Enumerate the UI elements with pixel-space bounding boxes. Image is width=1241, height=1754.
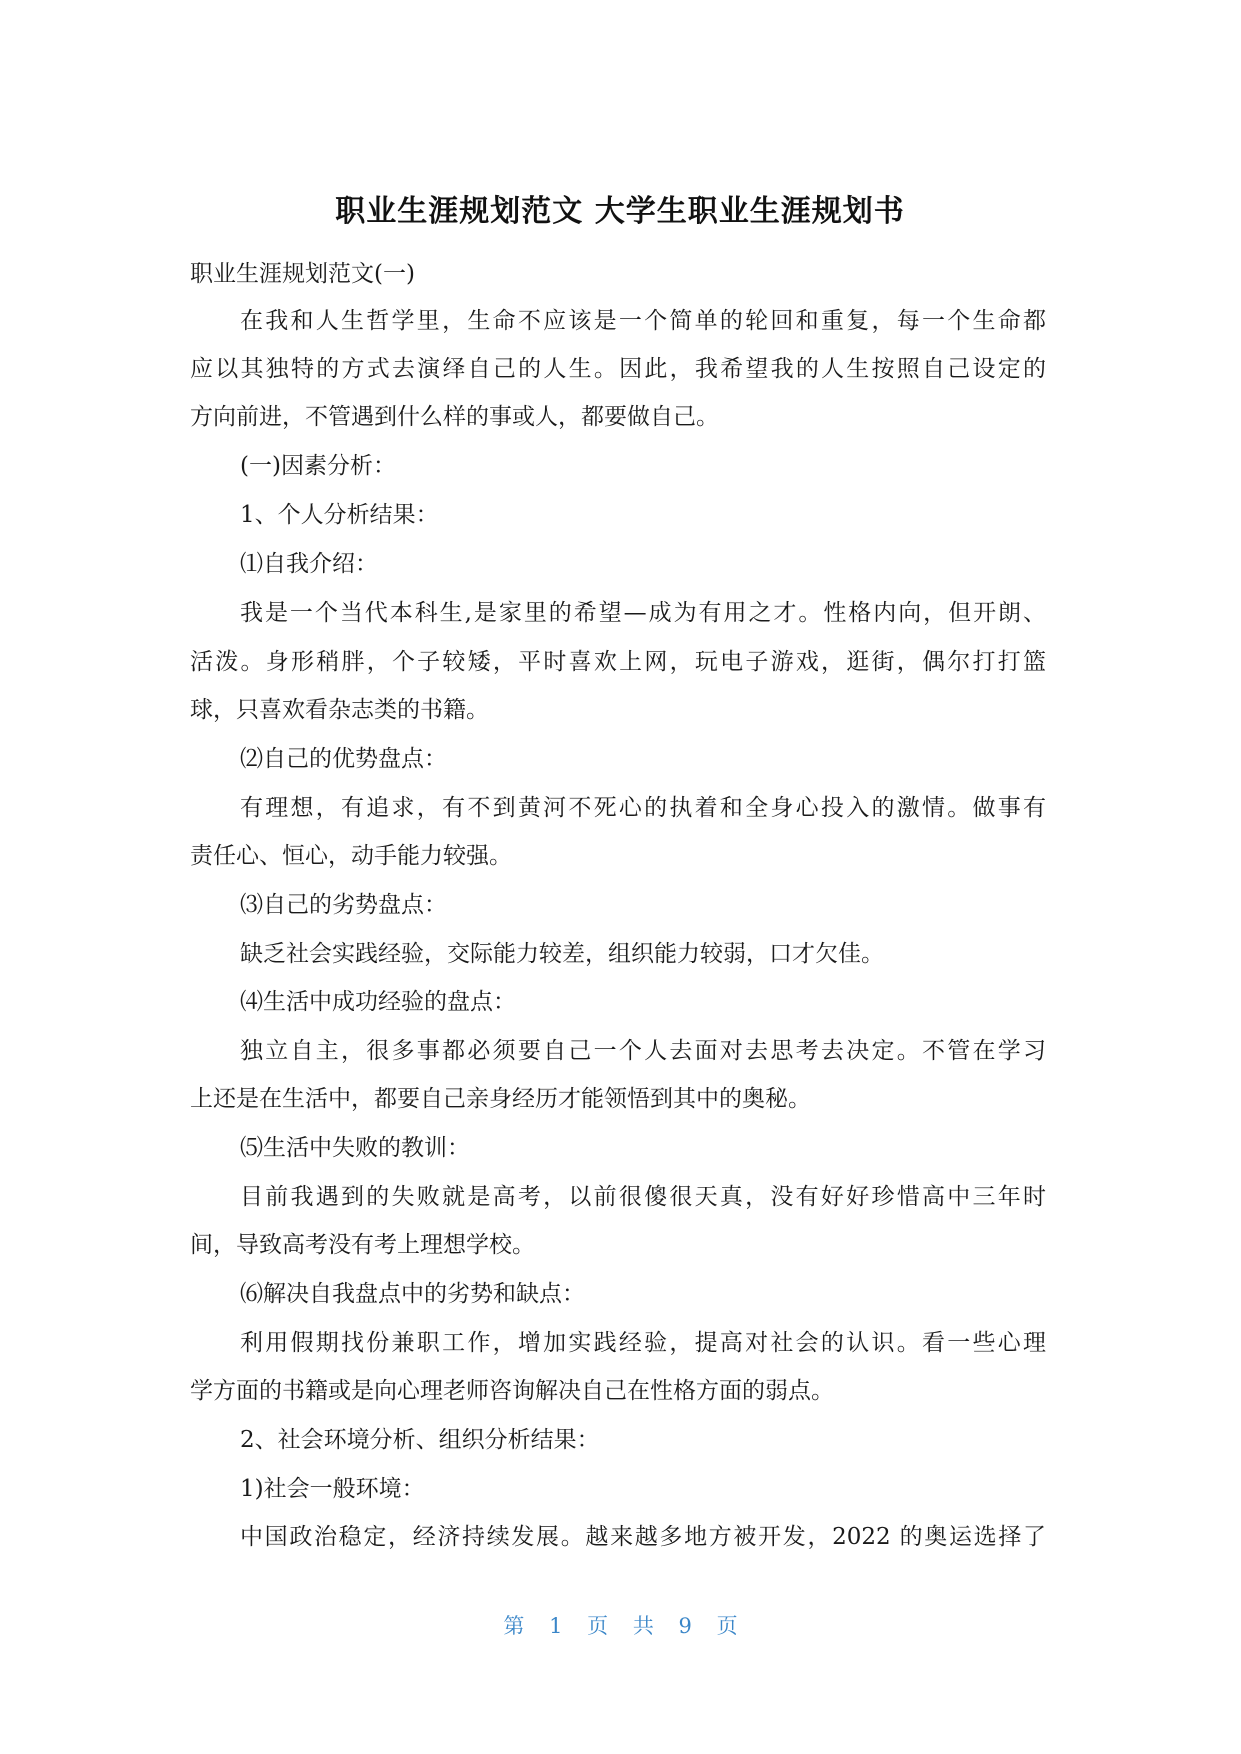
paragraph-line: 应以其独特的方式去演绎自己的人生。因此，我希望我的人生按照自己设定的 (190, 356, 1046, 382)
paragraph-line: 球，只喜欢看杂志类的书籍。 (190, 697, 489, 723)
paragraph-line: 责任心、恒心，动手能力较强。 (190, 843, 512, 869)
paragraph-line: 有理想，有追求，有不到黄河不死心的执着和全身心投入的激情。做事有 (240, 795, 1046, 821)
paragraph-line: 目前我遇到的失败就是高考，以前很傻很天真，没有好好珍惜高中三年时 (240, 1184, 1046, 1210)
paragraph-line: 中国政治稳定，经济持续发展。越来越多地方被开发，2022 的奥运选择了 (240, 1524, 1046, 1550)
paragraph-line: 我是一个当代本科生,是家里的希望—成为有用之才。性格内向，但开朗、 (240, 600, 1046, 626)
paragraph-line: 缺乏社会实践经验，交际能力较差，组织能力较弱，口才欠佳。 (240, 941, 884, 967)
paragraph-line: 学方面的书籍或是向心理老师咨询解决自己在性格方面的弱点。 (190, 1378, 834, 1404)
subheading: ⑹解决自我盘点中的劣势和缺点： (240, 1281, 585, 1307)
paragraph-line: 方向前进，不管遇到什么样的事或人，都要做自己。 (190, 404, 719, 430)
footer-word-ye2: 页 (716, 1614, 738, 1638)
paragraph-line: 上还是在生活中，都要自己亲身经历才能领悟到其中的奥秘。 (190, 1086, 811, 1112)
paragraph-line: 活泼。身形稍胖，个子较矮，平时喜欢上网，玩电子游戏，逛街，偶尔打打篮 (190, 649, 1046, 675)
subheading: 1、个人分析结果： (240, 502, 439, 528)
paragraph-line: 间，导致高考没有考上理想学校。 (190, 1232, 535, 1258)
subheading: ⑸生活中失败的教训： (240, 1135, 470, 1161)
subheading: ⑷生活中成功经验的盘点： (240, 989, 516, 1015)
subheading: 1)社会一般环境： (240, 1476, 425, 1502)
footer-word-di: 第 (503, 1614, 525, 1638)
subheading: ⑴自我介绍： (240, 551, 378, 577)
footer-word-ye: 页 (587, 1614, 609, 1638)
current-page-number: 1 (549, 1614, 563, 1638)
subheading: ⑶自己的劣势盘点： (240, 892, 447, 918)
paragraph-line: 独立自主，很多事都必须要自己一个人去面对去思考去决定。不管在学习 (240, 1038, 1046, 1064)
paragraph-line: 利用假期找份兼职工作，增加实践经验，提高对社会的认识。看一些心理 (240, 1330, 1046, 1356)
subheading: 2、社会环境分析、组织分析结果： (240, 1427, 600, 1453)
subheading: ⑵自己的优势盘点： (240, 746, 447, 772)
section-heading: 职业生涯规划范文(一) (190, 261, 415, 287)
total-page-count: 9 (678, 1614, 692, 1638)
subheading: (一)因素分析： (240, 453, 396, 479)
footer-word-gong: 共 (632, 1614, 654, 1638)
paragraph-line: 在我和人生哲学里，生命不应该是一个简单的轮回和重复，每一个生命都 (240, 308, 1046, 334)
page-footer (0, 1610, 1241, 1640)
document-title: 职业生涯规划范文 大学生职业生涯规划书 (335, 194, 905, 229)
